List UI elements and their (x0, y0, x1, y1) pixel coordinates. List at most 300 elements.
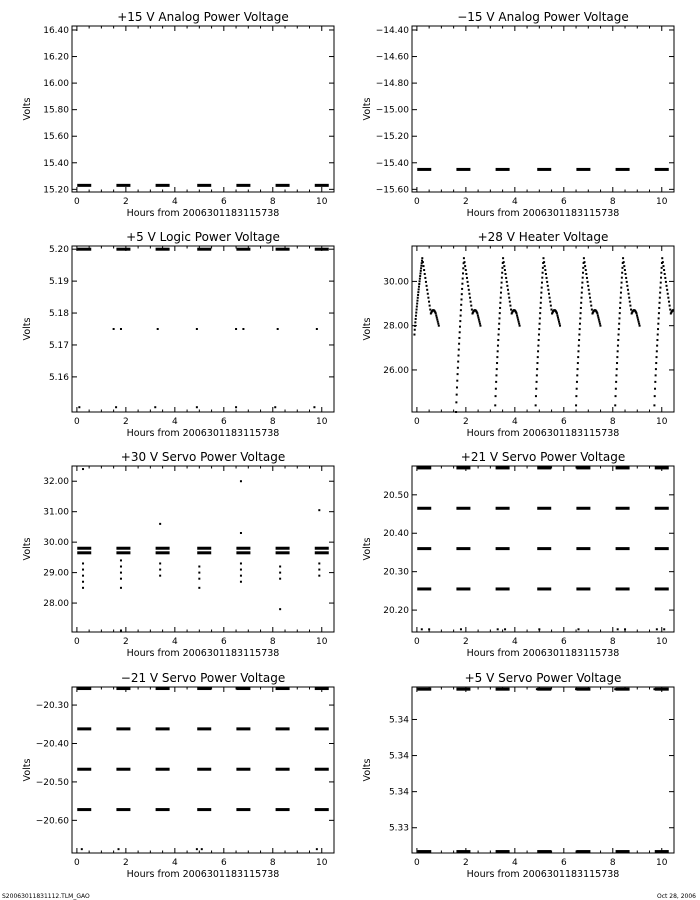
data-point-dash (197, 547, 211, 550)
data-point (659, 287, 661, 289)
data-point-dash (616, 466, 630, 469)
data-point (415, 315, 417, 317)
data-point (495, 395, 497, 397)
data-point (198, 566, 200, 568)
data-point (654, 388, 656, 390)
data-point (436, 319, 438, 321)
chart-title: +21 V Servo Power Voltage (460, 450, 626, 464)
data-point (518, 321, 520, 323)
data-layer (417, 168, 669, 171)
data-point (542, 257, 544, 259)
x-tick-label: 2 (463, 197, 469, 207)
data-point-dash (655, 466, 669, 469)
data-point (618, 323, 620, 325)
data-point (575, 395, 577, 397)
data-point-dash (417, 547, 431, 550)
data-point (500, 297, 502, 299)
data-point (503, 261, 505, 263)
data-point (495, 374, 497, 376)
data-point (120, 629, 122, 631)
data-point (456, 380, 458, 382)
data-point-dash (655, 507, 669, 510)
data-point (599, 325, 601, 327)
data-point (460, 298, 462, 300)
data-point-dash (156, 248, 170, 251)
data-point (661, 267, 663, 269)
data-point (578, 628, 580, 630)
data-point (538, 328, 540, 330)
y-tick-label: 5.20 (48, 245, 69, 256)
data-layer (77, 468, 329, 631)
data-point (501, 282, 503, 284)
data-point-dash (276, 248, 290, 251)
data-point (82, 569, 84, 571)
x-tick-label: 2 (123, 417, 129, 427)
y-axis-label: Volts (22, 758, 33, 782)
data-point (578, 334, 580, 336)
data-point (414, 329, 416, 331)
y-tick-label: −20.50 (35, 777, 69, 788)
data-point (654, 381, 656, 383)
data-point (663, 628, 665, 630)
data-point-dash (576, 688, 590, 691)
data-point (667, 297, 669, 299)
data-point (577, 356, 579, 358)
data-point (589, 297, 591, 299)
data-point (470, 305, 472, 307)
x-axis-label: Hours from 2006301183115738 (126, 869, 280, 880)
data-point (438, 325, 440, 327)
x-axis-label: Hours from 2006301183115738 (466, 648, 620, 659)
data-point (547, 285, 549, 287)
data-point (418, 286, 420, 288)
y-tick-label: 30.00 (43, 538, 69, 549)
data-point (501, 272, 503, 274)
data-point (120, 578, 122, 580)
data-point (464, 265, 466, 267)
data-point (656, 356, 658, 358)
data-point (469, 297, 471, 299)
data-point (235, 406, 237, 408)
data-point (578, 345, 580, 347)
data-point (659, 292, 661, 294)
y-tick-label: 20.40 (383, 529, 409, 540)
data-point (617, 628, 619, 630)
data-point (426, 285, 428, 287)
data-point-dash (417, 587, 431, 590)
data-point (658, 307, 660, 309)
data-point-dash (576, 850, 590, 853)
data-point (457, 373, 459, 375)
data-point (499, 307, 501, 309)
data-point (159, 575, 161, 577)
data-point (620, 287, 622, 289)
data-point (82, 587, 84, 589)
data-point (581, 292, 583, 294)
data-point (459, 331, 461, 333)
data-point (423, 265, 425, 267)
data-point (621, 282, 623, 284)
data-point (82, 581, 84, 583)
x-tick-label: 10 (316, 197, 328, 207)
data-point (471, 309, 473, 311)
data-point (516, 315, 518, 317)
data-point (467, 285, 469, 287)
data-point (516, 312, 518, 314)
data-point (557, 319, 559, 321)
data-point (500, 287, 502, 289)
x-tick-label: 0 (414, 858, 420, 868)
x-tick-label: 4 (171, 197, 178, 207)
data-point (478, 319, 480, 321)
data-point-dash (77, 547, 91, 550)
data-point-dash (655, 850, 669, 853)
data-point (507, 289, 509, 291)
chart-title: +5 V Servo Power Voltage (464, 671, 622, 685)
y-tick-label: −14.40 (375, 25, 409, 36)
data-point (497, 628, 499, 630)
data-point (667, 293, 669, 295)
data-point (519, 325, 521, 327)
data-point-dash (156, 768, 170, 771)
data-point (113, 328, 115, 330)
data-point (479, 325, 481, 327)
y-tick-label: 15.80 (43, 105, 69, 116)
data-point (549, 301, 551, 303)
y-tick-label: −20.30 (35, 701, 69, 712)
x-tick-label: 4 (171, 637, 178, 647)
data-point (544, 265, 546, 267)
data-point (614, 404, 616, 406)
data-point-dash (77, 184, 91, 187)
data-point (596, 312, 598, 314)
x-tick-label: 8 (609, 637, 616, 647)
data-point (537, 350, 539, 352)
data-point (455, 411, 457, 413)
data-layer (417, 688, 669, 853)
data-point (621, 272, 623, 274)
data-point (666, 289, 668, 291)
x-tick-label: 6 (560, 417, 567, 427)
data-point (420, 267, 422, 269)
data-point-dash (116, 727, 130, 730)
data-point (457, 361, 459, 363)
data-point (501, 277, 503, 279)
data-point (620, 292, 622, 294)
data-point (616, 362, 618, 364)
data-point (477, 317, 479, 319)
x-tick-label: 8 (269, 858, 276, 868)
data-point (653, 404, 655, 406)
data-point (656, 339, 658, 341)
data-point-dash (116, 687, 130, 690)
data-point-dash (456, 507, 470, 510)
data-point (662, 265, 664, 267)
data-point (458, 349, 460, 351)
x-tick-label: 6 (560, 197, 567, 207)
data-point (498, 323, 500, 325)
y-tick-label: −14.60 (375, 52, 409, 63)
x-tick-label: 4 (511, 858, 518, 868)
y-tick-label: 26.00 (383, 365, 409, 376)
y-tick-label: 5.34 (388, 715, 409, 726)
data-point (467, 281, 469, 283)
data-point (436, 317, 438, 319)
y-tick-label: 5.16 (48, 372, 69, 383)
data-point-dash (496, 168, 510, 171)
x-tick-label: 4 (171, 417, 178, 427)
x-tick-label: 0 (74, 637, 80, 647)
data-point (676, 317, 678, 319)
data-point (591, 309, 593, 311)
y-tick-label: 5.33 (388, 823, 409, 834)
data-point (581, 287, 583, 289)
data-point-dash (77, 768, 91, 771)
y-tick-label: −14.80 (375, 79, 409, 90)
data-point-dash (77, 551, 91, 554)
data-point (419, 275, 421, 277)
data-point (577, 350, 579, 352)
data-point (626, 285, 628, 287)
data-point-dash (616, 507, 630, 510)
data-point (638, 321, 640, 323)
data-layer (77, 184, 329, 187)
data-point-dash (537, 507, 551, 510)
data-point-dash (655, 168, 669, 171)
data-point (545, 273, 547, 275)
data-point (657, 328, 659, 330)
chart-title: +15 V Analog Power Voltage (117, 10, 289, 24)
data-point (457, 367, 459, 369)
data-point (497, 688, 499, 690)
data-point (549, 297, 551, 299)
data-point (497, 350, 499, 352)
data-layer (77, 248, 329, 409)
data-point (504, 628, 506, 630)
data-point-dash (417, 466, 431, 469)
data-point (460, 304, 462, 306)
data-point (617, 350, 619, 352)
data-point (499, 312, 501, 314)
chart-panel-8 (362, 671, 674, 880)
data-point (456, 394, 458, 396)
y-tick-label: 5.18 (48, 309, 69, 320)
data-point (458, 688, 460, 690)
data-point (120, 587, 122, 589)
data-point (462, 267, 464, 269)
data-point (240, 532, 242, 534)
data-point (465, 273, 467, 275)
data-point (588, 289, 590, 291)
data-point (196, 328, 198, 330)
data-point (115, 406, 117, 408)
data-point (559, 325, 561, 327)
data-point-dash (156, 551, 170, 554)
data-point (462, 272, 464, 274)
data-point (279, 578, 281, 580)
data-point (468, 289, 470, 291)
chart-panel-6 (362, 450, 674, 659)
data-point (458, 343, 460, 345)
data-point (157, 328, 159, 330)
data-point (477, 315, 479, 317)
x-axis-label: Hours from 2006301183115738 (466, 869, 620, 880)
data-point (621, 277, 623, 279)
y-tick-label: 16.20 (43, 52, 69, 63)
data-point (660, 272, 662, 274)
data-point-dash (576, 547, 590, 550)
data-point (540, 292, 542, 294)
data-point (464, 261, 466, 263)
y-tick-label: 5.19 (48, 277, 69, 288)
data-point (423, 269, 425, 271)
data-point (154, 406, 156, 408)
data-point (503, 265, 505, 267)
data-point (279, 608, 281, 610)
data-point (558, 321, 560, 323)
data-point-dash (576, 587, 590, 590)
y-tick-label: −20.40 (35, 739, 69, 750)
data-point (501, 267, 503, 269)
y-axis-label: Volts (22, 317, 33, 341)
data-point (461, 293, 463, 295)
x-tick-label: 2 (123, 637, 129, 647)
x-tick-label: 4 (511, 197, 518, 207)
data-point (629, 305, 631, 307)
data-point (638, 323, 640, 325)
data-point (437, 323, 439, 325)
data-point (624, 628, 626, 630)
data-point (509, 301, 511, 303)
data-point (618, 328, 620, 330)
data-point (653, 688, 655, 690)
data-point (416, 303, 418, 305)
data-point-dash (537, 466, 551, 469)
chart-title: +28 V Heater Voltage (477, 230, 609, 244)
data-point (677, 323, 679, 325)
data-point-dash (156, 547, 170, 550)
data-point-dash (496, 547, 510, 550)
data-point (468, 293, 470, 295)
data-point (429, 309, 431, 311)
data-point (414, 325, 416, 327)
data-point (82, 468, 84, 470)
data-point (626, 281, 628, 283)
data-point (657, 323, 659, 325)
data-point (676, 319, 678, 321)
y-tick-label: 20.50 (383, 490, 409, 501)
plot-frame (412, 26, 674, 192)
data-point (617, 339, 619, 341)
data-point (460, 628, 462, 630)
data-point-dash (655, 688, 669, 691)
data-point (615, 388, 617, 390)
data-point-dash (315, 547, 329, 550)
data-point (659, 297, 661, 299)
data-point (419, 280, 421, 282)
data-point (639, 325, 641, 327)
data-point (590, 305, 592, 307)
data-point (240, 480, 242, 482)
x-tick-label: 2 (123, 858, 129, 868)
data-point-dash (616, 688, 630, 691)
data-point-dash (576, 507, 590, 510)
data-point-dash (236, 687, 250, 690)
data-point (581, 282, 583, 284)
data-point (577, 368, 579, 370)
data-point (201, 848, 203, 850)
x-tick-label: 0 (414, 197, 420, 207)
data-point-dash (236, 551, 250, 554)
data-point (159, 569, 161, 571)
data-point (539, 317, 541, 319)
y-tick-label: 16.40 (43, 25, 69, 36)
x-tick-label: 8 (609, 417, 616, 427)
data-point (504, 269, 506, 271)
y-tick-label: −15.60 (375, 185, 409, 196)
data-point (428, 628, 430, 630)
data-point (628, 297, 630, 299)
data-point (510, 309, 512, 311)
data-point-dash (197, 248, 211, 251)
data-point (159, 562, 161, 564)
data-point-dash (276, 687, 290, 690)
data-point-dash (315, 808, 329, 811)
data-point (587, 281, 589, 283)
data-point (78, 406, 80, 408)
data-point (665, 281, 667, 283)
data-point (536, 688, 538, 690)
x-axis-label: Hours from 2006301183115738 (126, 428, 280, 439)
data-point (661, 257, 663, 259)
y-tick-label: 20.30 (383, 567, 409, 578)
x-tick-label: 10 (656, 197, 668, 207)
data-point (576, 374, 578, 376)
x-tick-label: 10 (316, 858, 328, 868)
data-point (576, 388, 578, 390)
data-point (541, 282, 543, 284)
data-point (496, 356, 498, 358)
data-point (617, 345, 619, 347)
y-tick-label: 28.00 (383, 321, 409, 332)
x-tick-label: 10 (656, 417, 668, 427)
data-point (465, 269, 467, 271)
data-point-dash (496, 466, 510, 469)
data-point-dash (156, 687, 170, 690)
data-point (537, 345, 539, 347)
data-point (419, 278, 421, 280)
data-point-dash (417, 850, 431, 853)
data-point-dash (236, 547, 250, 550)
data-point (415, 318, 417, 320)
data-point (656, 345, 658, 347)
data-point (677, 321, 679, 323)
data-point (517, 317, 519, 319)
data-point-dash (276, 727, 290, 730)
data-point (198, 572, 200, 574)
data-point (542, 267, 544, 269)
data-point-dash (537, 688, 551, 691)
data-point (318, 562, 320, 564)
x-tick-label: 10 (316, 637, 328, 647)
data-point (240, 581, 242, 583)
data-point-dash (236, 184, 250, 187)
data-point (417, 297, 419, 299)
data-point (535, 404, 537, 406)
data-point (496, 368, 498, 370)
data-point (616, 356, 618, 358)
data-point (505, 277, 507, 279)
